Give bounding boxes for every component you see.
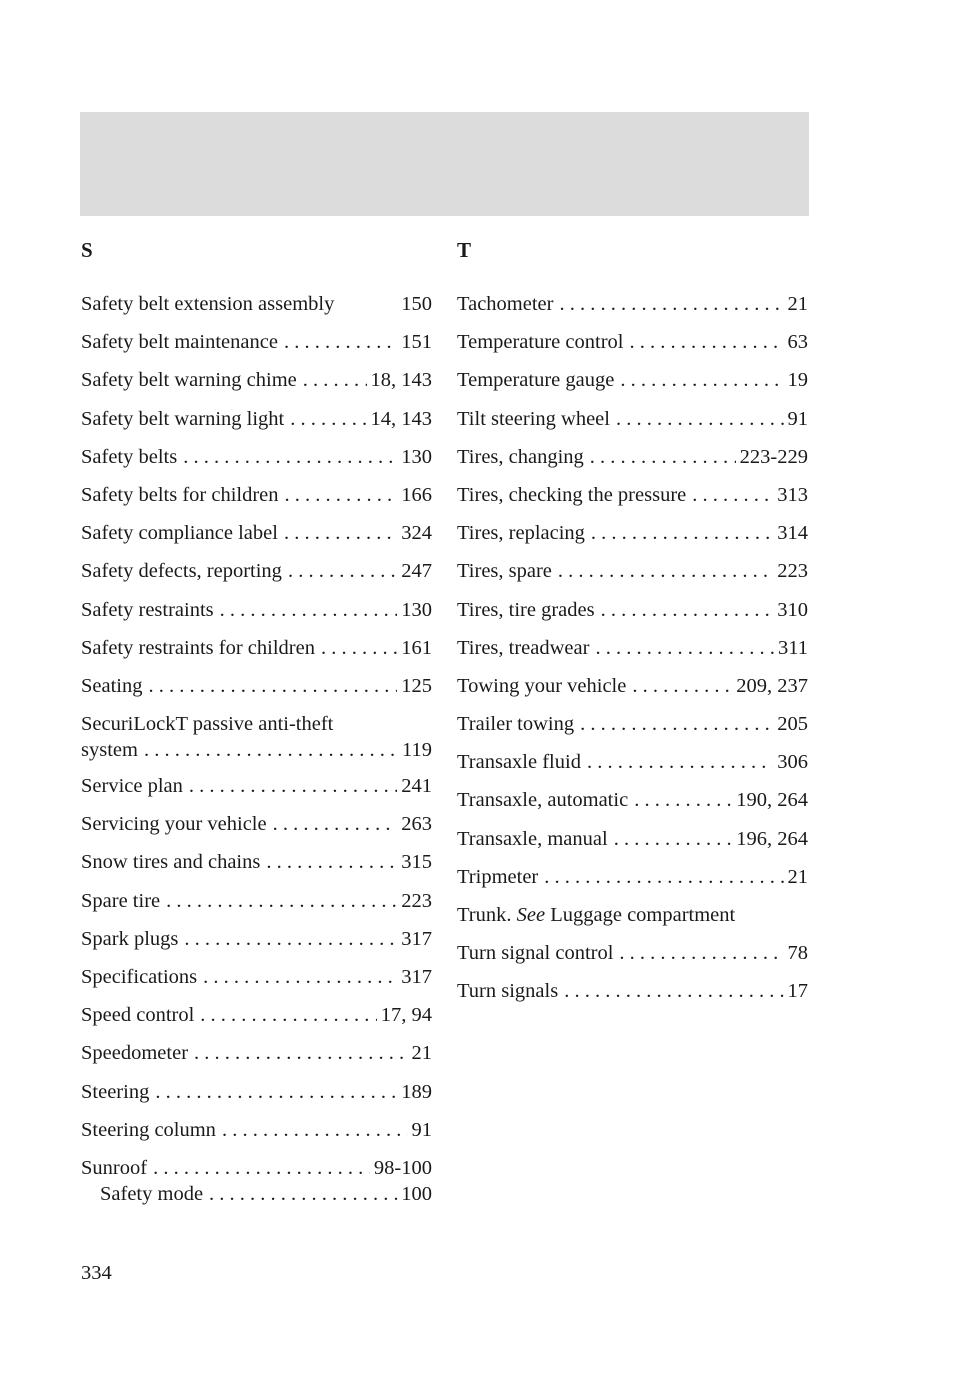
index-entry-see-reference: Trunk. See Luggage compartment (457, 904, 736, 926)
index-entry: Transaxle, manual . . . 196, 264 (457, 826, 808, 864)
index-column-s (81, 236, 432, 1217)
index-entry: Trailer towing . . . 205 (457, 711, 808, 749)
index-entry: Tires, spare . . . 223 (457, 558, 808, 596)
index-entry: Steering . . . 189 (81, 1079, 432, 1117)
index-entry: Spare tire . . . 223 (81, 888, 432, 926)
index-entry: Spark plugs . . . 317 (81, 926, 432, 964)
index-entry: Service plan . . . 241 (81, 773, 432, 811)
index-entry: Safety belt extension assembly 150 (81, 293, 432, 315)
page-number: 334 (81, 1262, 112, 1284)
index-entry: Turn signals . . . 17 (457, 978, 808, 1016)
index-entry: Safety restraints . . . 130 (81, 597, 432, 635)
index-entry: Safety belts . . . 130 (81, 444, 432, 482)
index-entry: Speed control . . . 17, 94 (81, 1002, 432, 1040)
index-entry: Sunroof . . . 98-100 Safety mode . . . 100 (81, 1155, 432, 1217)
index-column-t (457, 236, 808, 1017)
section-letter-s: S (81, 238, 93, 262)
index-entry: Temperature gauge . . . 19 (457, 367, 808, 405)
index-entry: Temperature control . . . 63 (457, 329, 808, 367)
header-band (80, 112, 809, 216)
index-entry: Transaxle fluid . . . 306 (457, 749, 808, 787)
index-entry: Safety belt maintenance . . . 151 (81, 329, 432, 367)
index-entry: Tilt steering wheel . . . 91 (457, 406, 808, 444)
section-letter-t: T (457, 238, 472, 262)
index-entry: Tires, replacing . . . 314 (457, 520, 808, 558)
index-entry: Servicing your vehicle . . . 263 (81, 811, 432, 849)
index-entry: Tripmeter . . . 21 (457, 864, 808, 902)
index-entry: Tires, changing . . . 223-229 (457, 444, 808, 482)
index-entry: Snow tires and chains . . . 315 (81, 849, 432, 887)
index-entry: Transaxle, automatic . . . 190, 264 (457, 787, 808, 825)
index-entry: Safety restraints for children . . . 161 (81, 635, 432, 673)
index-entry: Speedometer . . . 21 (81, 1040, 432, 1078)
index-entry: Tires, tire grades . . . 310 (457, 597, 808, 635)
index-entry: Tires, treadwear . . . 311 (457, 635, 808, 673)
index-entry: Towing your vehicle . . . 209, 237 (457, 673, 808, 711)
index-entry: Safety compliance label . . . 324 (81, 520, 432, 558)
index-entry: Seating . . . 125 (81, 673, 432, 711)
index-entry: Safety belts for children . . . 166 (81, 482, 432, 520)
index-entry: Specifications . . . 317 (81, 964, 432, 1002)
index-entry: Safety belt warning chime . . . 18, 143 (81, 367, 432, 405)
index-entry: Steering column . . . 91 (81, 1117, 432, 1155)
index-entry: SecuriLockT passive anti-theft system . . . 119 (81, 711, 432, 773)
index-entry: Turn signal control . . . 78 (457, 940, 808, 978)
index-entry: Tires, checking the pressure . . . 313 (457, 482, 808, 520)
index-subentry: Safety mode . . . 100 (81, 1181, 432, 1207)
index-entry: Safety belt warning light . . . 14, 143 (81, 406, 432, 444)
index-entry: Tachometer . . . 21 (457, 291, 808, 329)
index-entry: Safety defects, reporting . . . 247 (81, 558, 432, 596)
